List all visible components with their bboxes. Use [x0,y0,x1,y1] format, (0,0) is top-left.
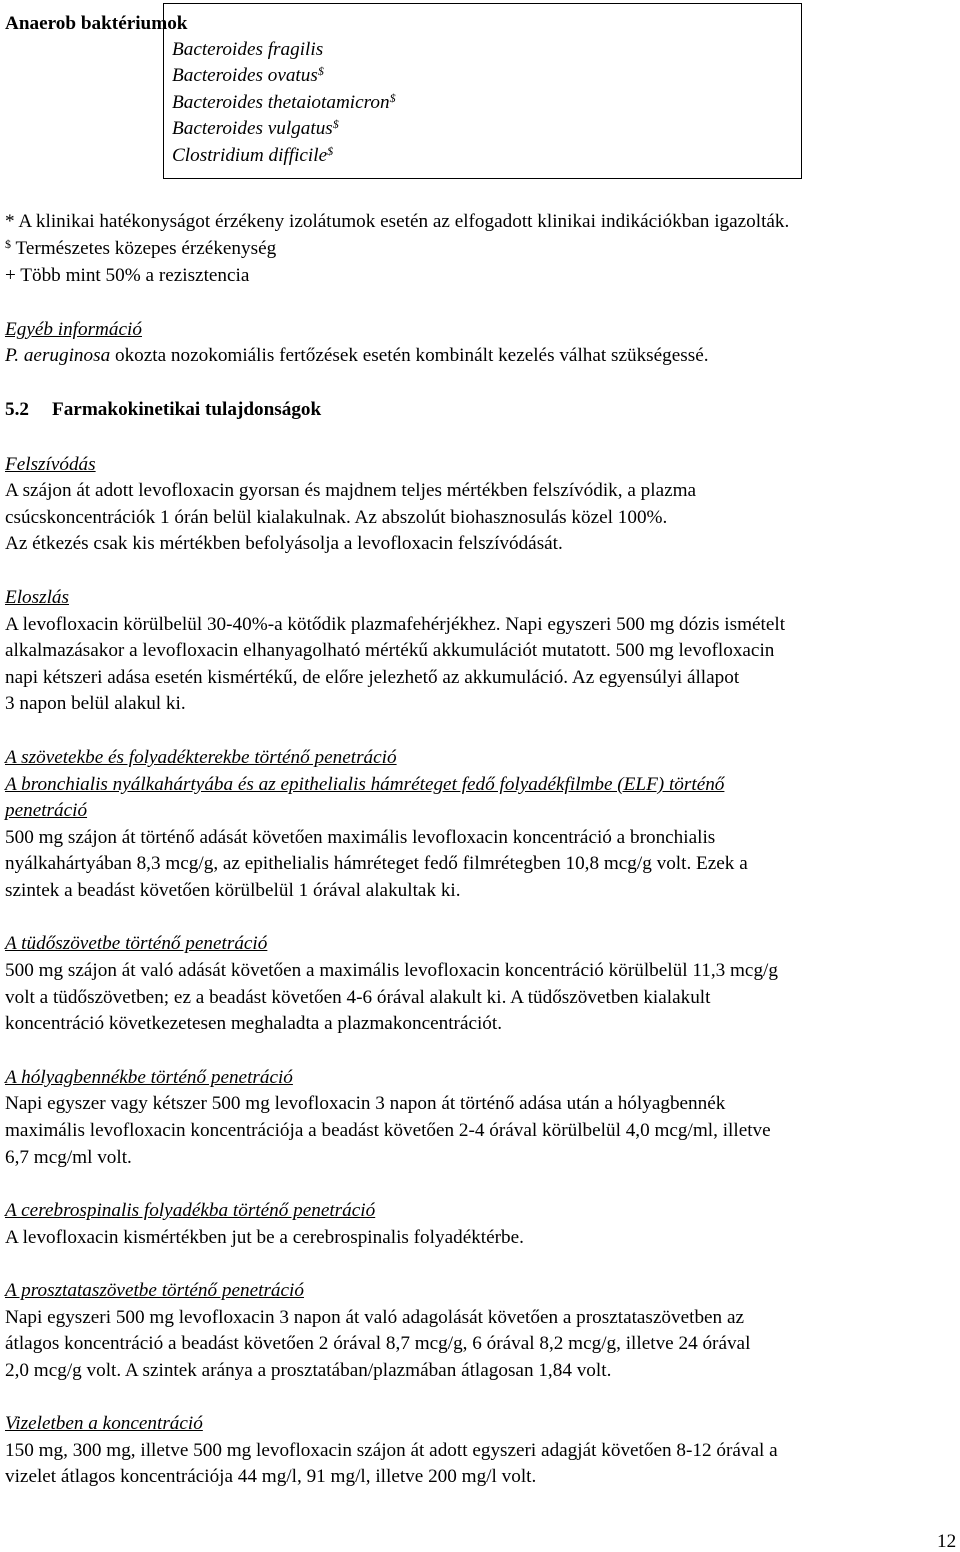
absorption-line: A szájon át adott levofloxacin gyorsan és majdnem teljes mértékben felszívódik, a plazma [5,480,697,501]
table-row: Bacteroides ovatus$ [172,64,324,86]
blister-line: 6,7 mcg/ml volt. [5,1147,132,1168]
lung-line: koncentráció következetesen meghaladta a plazmakoncentrációt. [5,1013,503,1034]
bronchial-line: szintek a beadást követően körülbelül 1 órával alakultak ki. [5,880,461,901]
bronchial-subheading: A bronchialis nyálkahártyába és az epithelialis hámréteget fedő folyadékfilmbe (ELF) történő [5,774,725,795]
footnote-star: * A klinikai hatékonyságot érzékeny izolátumok esetén az elfogadott klinikai indikációkban igazolták. [5,211,790,232]
urine-line: 150 mg, 300 mg, illetve 500 mg levofloxacin szájon át adott egyszeri adagját követően 8-12 órával a [5,1440,778,1461]
page-number: 12 [937,1531,957,1552]
lung-line: volt a tüdőszövetben; ez a beadást követően 4-6 órával alakult ki. A tüdőszövetben kialakult [5,987,711,1008]
bronchial-subheading: penetráció [5,800,88,821]
table-row: Bacteroides fragilis [172,39,324,60]
csf-line: A levofloxacin kismértékben jut be a cerebrospinalis folyadéktérbe. [5,1227,524,1248]
absorption-line: Az étkezés csak kis mértékben befolyásolja a levofloxacin felszívódását. [5,533,563,554]
bronchial-line: 500 mg szájon át történő adását követően maximális levofloxacin koncentráció a bronchialis [5,827,716,848]
urine-line: vizelet átlagos koncentrációja 44 mg/l, 91 mg/l, illetve 200 mg/l volt. [5,1466,537,1487]
other-info-text: P. aeruginosa okozta nozokomiális fertőzések esetén kombinált kezelés válhat szükségessé. [5,345,709,366]
footnote-plus: + Több mint 50% a rezisztencia [5,265,250,286]
footnote-dollar: $ Természetes közepes érzékenység [5,237,277,259]
table-row: Bacteroides thetaiotamicron$ [172,91,396,113]
lung-heading: A tüdőszövetbe történő penetráció [5,933,268,954]
table-heading: Anaerob baktériumok [5,13,188,34]
tissue-penetration-heading: A szövetekbe és folyadékterekbe történő penetráció [5,747,397,768]
distribution-line: 3 napon belül alakul ki. [5,693,186,714]
other-info-heading: Egyéb információ [5,319,142,340]
csf-heading: A cerebrospinalis folyadékba történő penetráció [5,1200,376,1221]
prostate-line: 2,0 mcg/g volt. A szintek aránya a prosztatában/plazmában átlagosan 1,84 volt. [5,1360,612,1381]
blister-heading: A hólyagbennékbe történő penetráció [5,1067,293,1088]
prostate-heading: A prosztataszövetbe történő penetráció [5,1280,304,1301]
blister-line: maximális levofloxacin koncentrációja a beadást követően 2-4 órával körülbelül 4,0 mcg/ml, illetve [5,1120,771,1141]
section-heading: 5.2 Farmakokinetikai tulajdonságok [5,399,322,420]
distribution-line: A levofloxacin körülbelül 30-40%-a kötődik plazmafehérjékhez. Napi egyszeri 500 mg dózis ismételt [5,614,786,635]
distribution-heading: Eloszlás [5,587,69,608]
prostate-line: átlagos koncentráció a beadást követően 2 órával 8,7 mcg/g, 6 órával 8,2 mcg/g, illetve 24 órával [5,1333,751,1354]
absorption-line: csúcskoncentrációk 1 órán belül kialakulnak. Az abszolút biohasznosulás közel 100%. [5,507,668,528]
blister-line: Napi egyszer vagy kétszer 500 mg levofloxacin 3 napon át történő adása után a hólyagbennék [5,1093,726,1114]
distribution-line: napi kétszeri adása esetén kismértékű, de előre jelezhető az akkumuláció. Az egyensúlyi állapot [5,667,740,688]
distribution-line: alkalmazásakor a levofloxacin elhanyagolható mértékű akkumulációt mutatott. 500 mg levofloxacin [5,640,775,661]
table-row: Clostridium difficile$ [172,144,334,166]
absorption-heading: Felszívódás [5,454,96,475]
urine-heading: Vizeletben a koncentráció [5,1413,203,1434]
prostate-line: Napi egyszeri 500 mg levofloxacin 3 napon át való adagolását követően a prosztataszövetben az [5,1307,744,1328]
lung-line: 500 mg szájon át való adását követően a maximális levofloxacin koncentráció körülbelül 11,3 mcg/g [5,960,778,981]
table-row: Bacteroides vulgatus$ [172,117,339,139]
bronchial-line: nyálkahártyában 8,3 mcg/g, az epithelialis hámréteget fedő filmrétegben 10,8 mcg/g volt. Ezek a [5,853,748,874]
